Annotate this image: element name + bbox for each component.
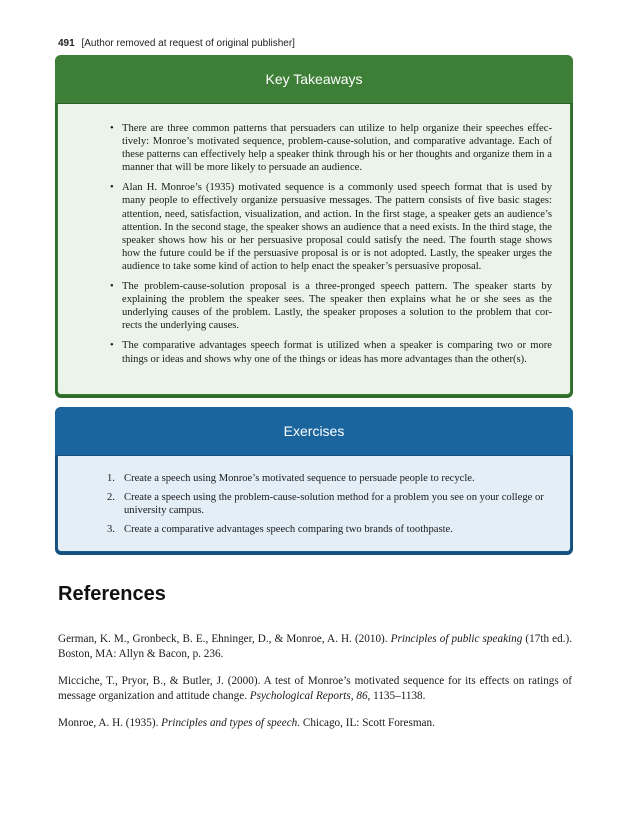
takeaway-item: • Alan H. Monroe’s (1935) motivated sequence is a commonly used speech format that is used by many people to effectively organize persuasive messages. The pattern consists of five basic stages: attention, need, satisfaction, visualization, and action. In the first stage, a speaker gets an audience’s attention. In the second stage, the speaker shows an audience that a need exists. In the third stage, the speaker shows how his or her persuasive proposal could satisfy the need. The fourth stage shows how the future could be if the persuasive proposal is or is not adopted. Lastly, the speaker urges the audience to take some kind of action to help enact the speaker’s persuasive proposal. [122,181,552,273]
takeaway-item: • The comparative advantages speech format is utilized when a speaker is comparing two or more things or ideas and shows why one of the things or ideas has more advantages than the other(s). [122,339,552,365]
takeaway-item: • There are three common patterns that persuaders can utilize to help organize their speeches effec-tively: Monroe’s motivated sequence, problem-cause-solution, and comparative advantage. Each of these patterns can effectively help a speaker think through his or her thoughts and organize them in a manner that will be more likely to persuade an audience. [122,122,552,174]
takeaway-item: • The problem-cause-solution proposal is a three-pronged speech pattern. The speaker starts by explaining the problem the speaker sees. The speaker then explains what he or she sees as the underlying causes of the problem. Lastly, the speaker proposes a solution to the problem that cor-rects the underlying causes. [122,280,552,332]
exercises-list [58,456,570,536]
exercise-text: Create a comparative advantages speech comparing two brands of toothpaste. [124,524,453,536]
exercise-text: Create a speech using Monroe’s motivated sequence to persuade people to recycle. [124,473,475,484]
key-takeaways-body [57,104,571,395]
references-list [58,632,572,743]
exercises-body [57,456,571,552]
key-takeaways-box [55,55,573,398]
reference-entry [58,716,572,731]
exercise-number: 3. [107,524,115,536]
running-head-text: [Author removed at request of original publisher] [81,38,295,49]
reference-text: German, K. M., Gronbeck, B. E., Ehninger, D., & Monroe, A. H. (2010). [58,633,391,645]
reference-title: Principles of public speaking [390,633,523,645]
key-takeaways-title: Key Takeaways [55,55,573,104]
exercises-title: Exercises [55,407,573,456]
reference-text: (17th ed.). Boston, MA: Allyn & Bacon, p. 236. [58,633,573,660]
key-takeaways-list [58,104,570,366]
exercise-text: Create a speech using the problem-cause-solution method for a problem you see on your college or university campus. [124,492,544,517]
reference-entry [58,674,572,704]
reference-text: Micciche, T., Pryor, B., & Butler, J. (2000). A test of Monroe’s motivated sequence for its effects on ratings of message organization and attitude change. [58,675,572,702]
exercises-box [55,407,573,555]
exercise-number: 1. [107,473,115,484]
exercise-item [107,472,552,485]
reference-text: . Chicago, IL: Scott Foresman. [297,717,435,729]
reference-text: , 1135–1138. [367,690,426,702]
exercise-item [107,523,552,536]
exercise-number: 2. [107,492,115,504]
page-number: 491 [58,38,75,49]
reference-title: Principles and types of speech [161,717,298,729]
reference-entry [58,632,572,662]
exercise-item [107,491,552,517]
running-head [58,38,295,49]
reference-title: Psychological Reports, 86 [249,690,368,702]
references-heading: References [58,583,166,605]
reference-text: Monroe, A. H. (1935). [58,717,162,729]
